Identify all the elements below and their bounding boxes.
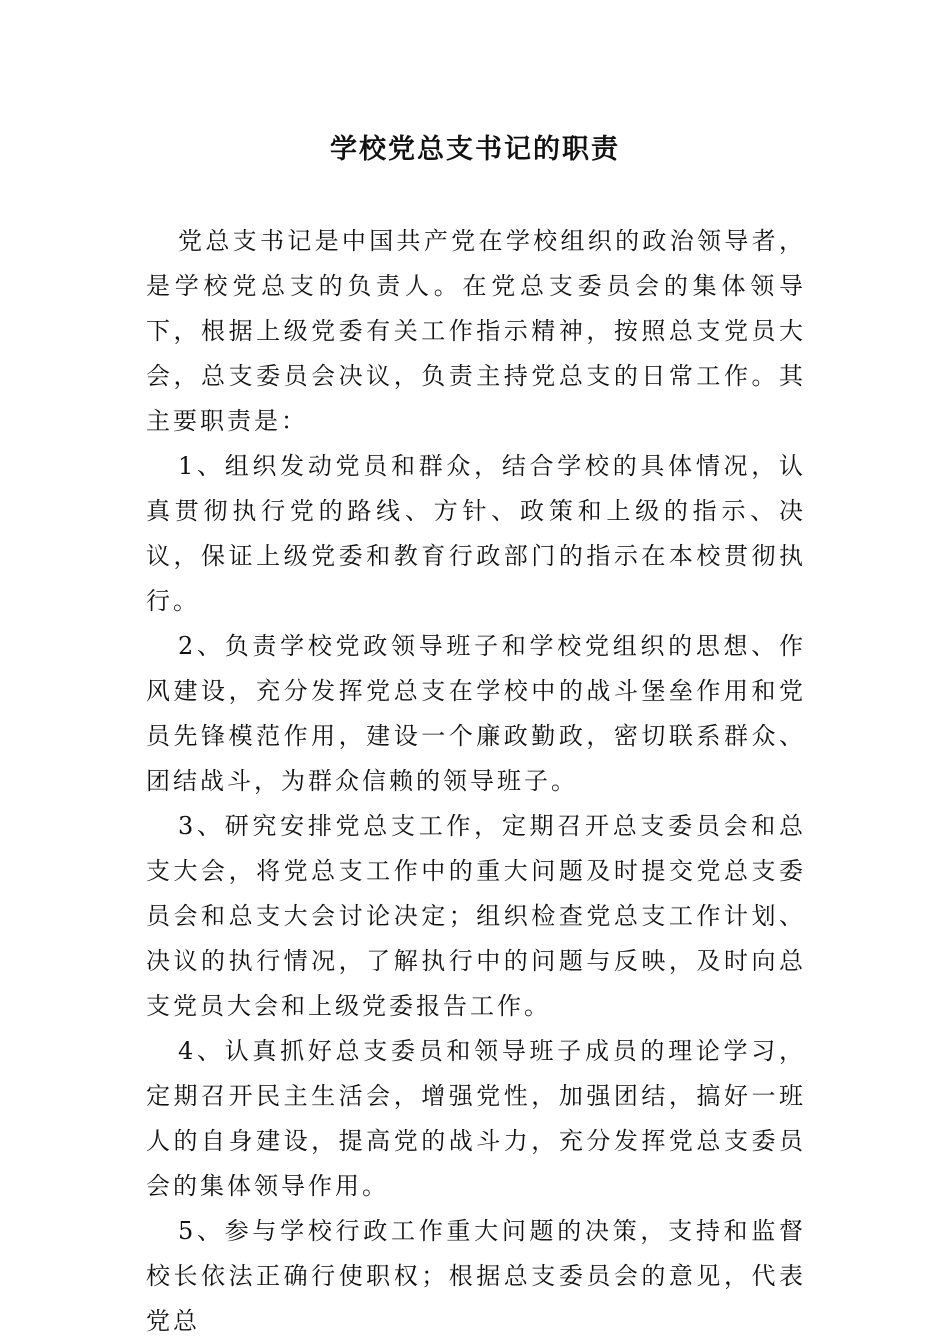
paragraph-duty-1: 1、组织发动党员和群众，结合学校的具体情况，认真贯彻执行党的路线、方针、政策和上级的指示、决议，保证上级党委和教育行政部门的指示在本校贯彻执行。 (146, 452, 806, 615)
paragraph-intro: 党总支书记是中国共产党在学校组织的政治领导者，是学校党总支的负责人。在党总支委员会的集体领导下，根据上级党委有关工作指示精神，按照总支党员大会，总支委员会决议，负责主持党总支的日常工作。其主要职责是： (146, 227, 806, 435)
paragraph-duty-3: 3、研究安排党总支工作，定期召开总支委员会和总支大会，将党总支工作中的重大问题及时提交党总支委员会和总支大会讨论决定；组织检查党总支工作计划、决议的执行情况，了解执行中的问题与反映，及时向总支党员大会和上级党委报告工作。 (146, 812, 806, 1020)
document-title: 学校党总支书记的职责 (330, 134, 620, 165)
document-body (146, 219, 806, 1344)
paragraph-duty-2: 2、负责学校党政领导班子和学校党组织的思想、作风建设，充分发挥党总支在学校中的战斗堡垒作用和党员先锋模范作用，建设一个廉政勤政，密切联系群众、团结战斗，为群众信赖的领导班子。 (146, 632, 806, 795)
paragraph-duty-5: 5、参与学校行政工作重大问题的决策，支持和监督校长依法正确行使职权；根据总支委员会的意见，代表党总 (146, 1217, 806, 1335)
paragraph-duty-4: 4、认真抓好总支委员和领导班子成员的理论学习，定期召开民主生活会，增强党性，加强团结，搞好一班人的自身建设，提高党的战斗力，充分发挥党总支委员会的集体领导作用。 (146, 1037, 806, 1200)
